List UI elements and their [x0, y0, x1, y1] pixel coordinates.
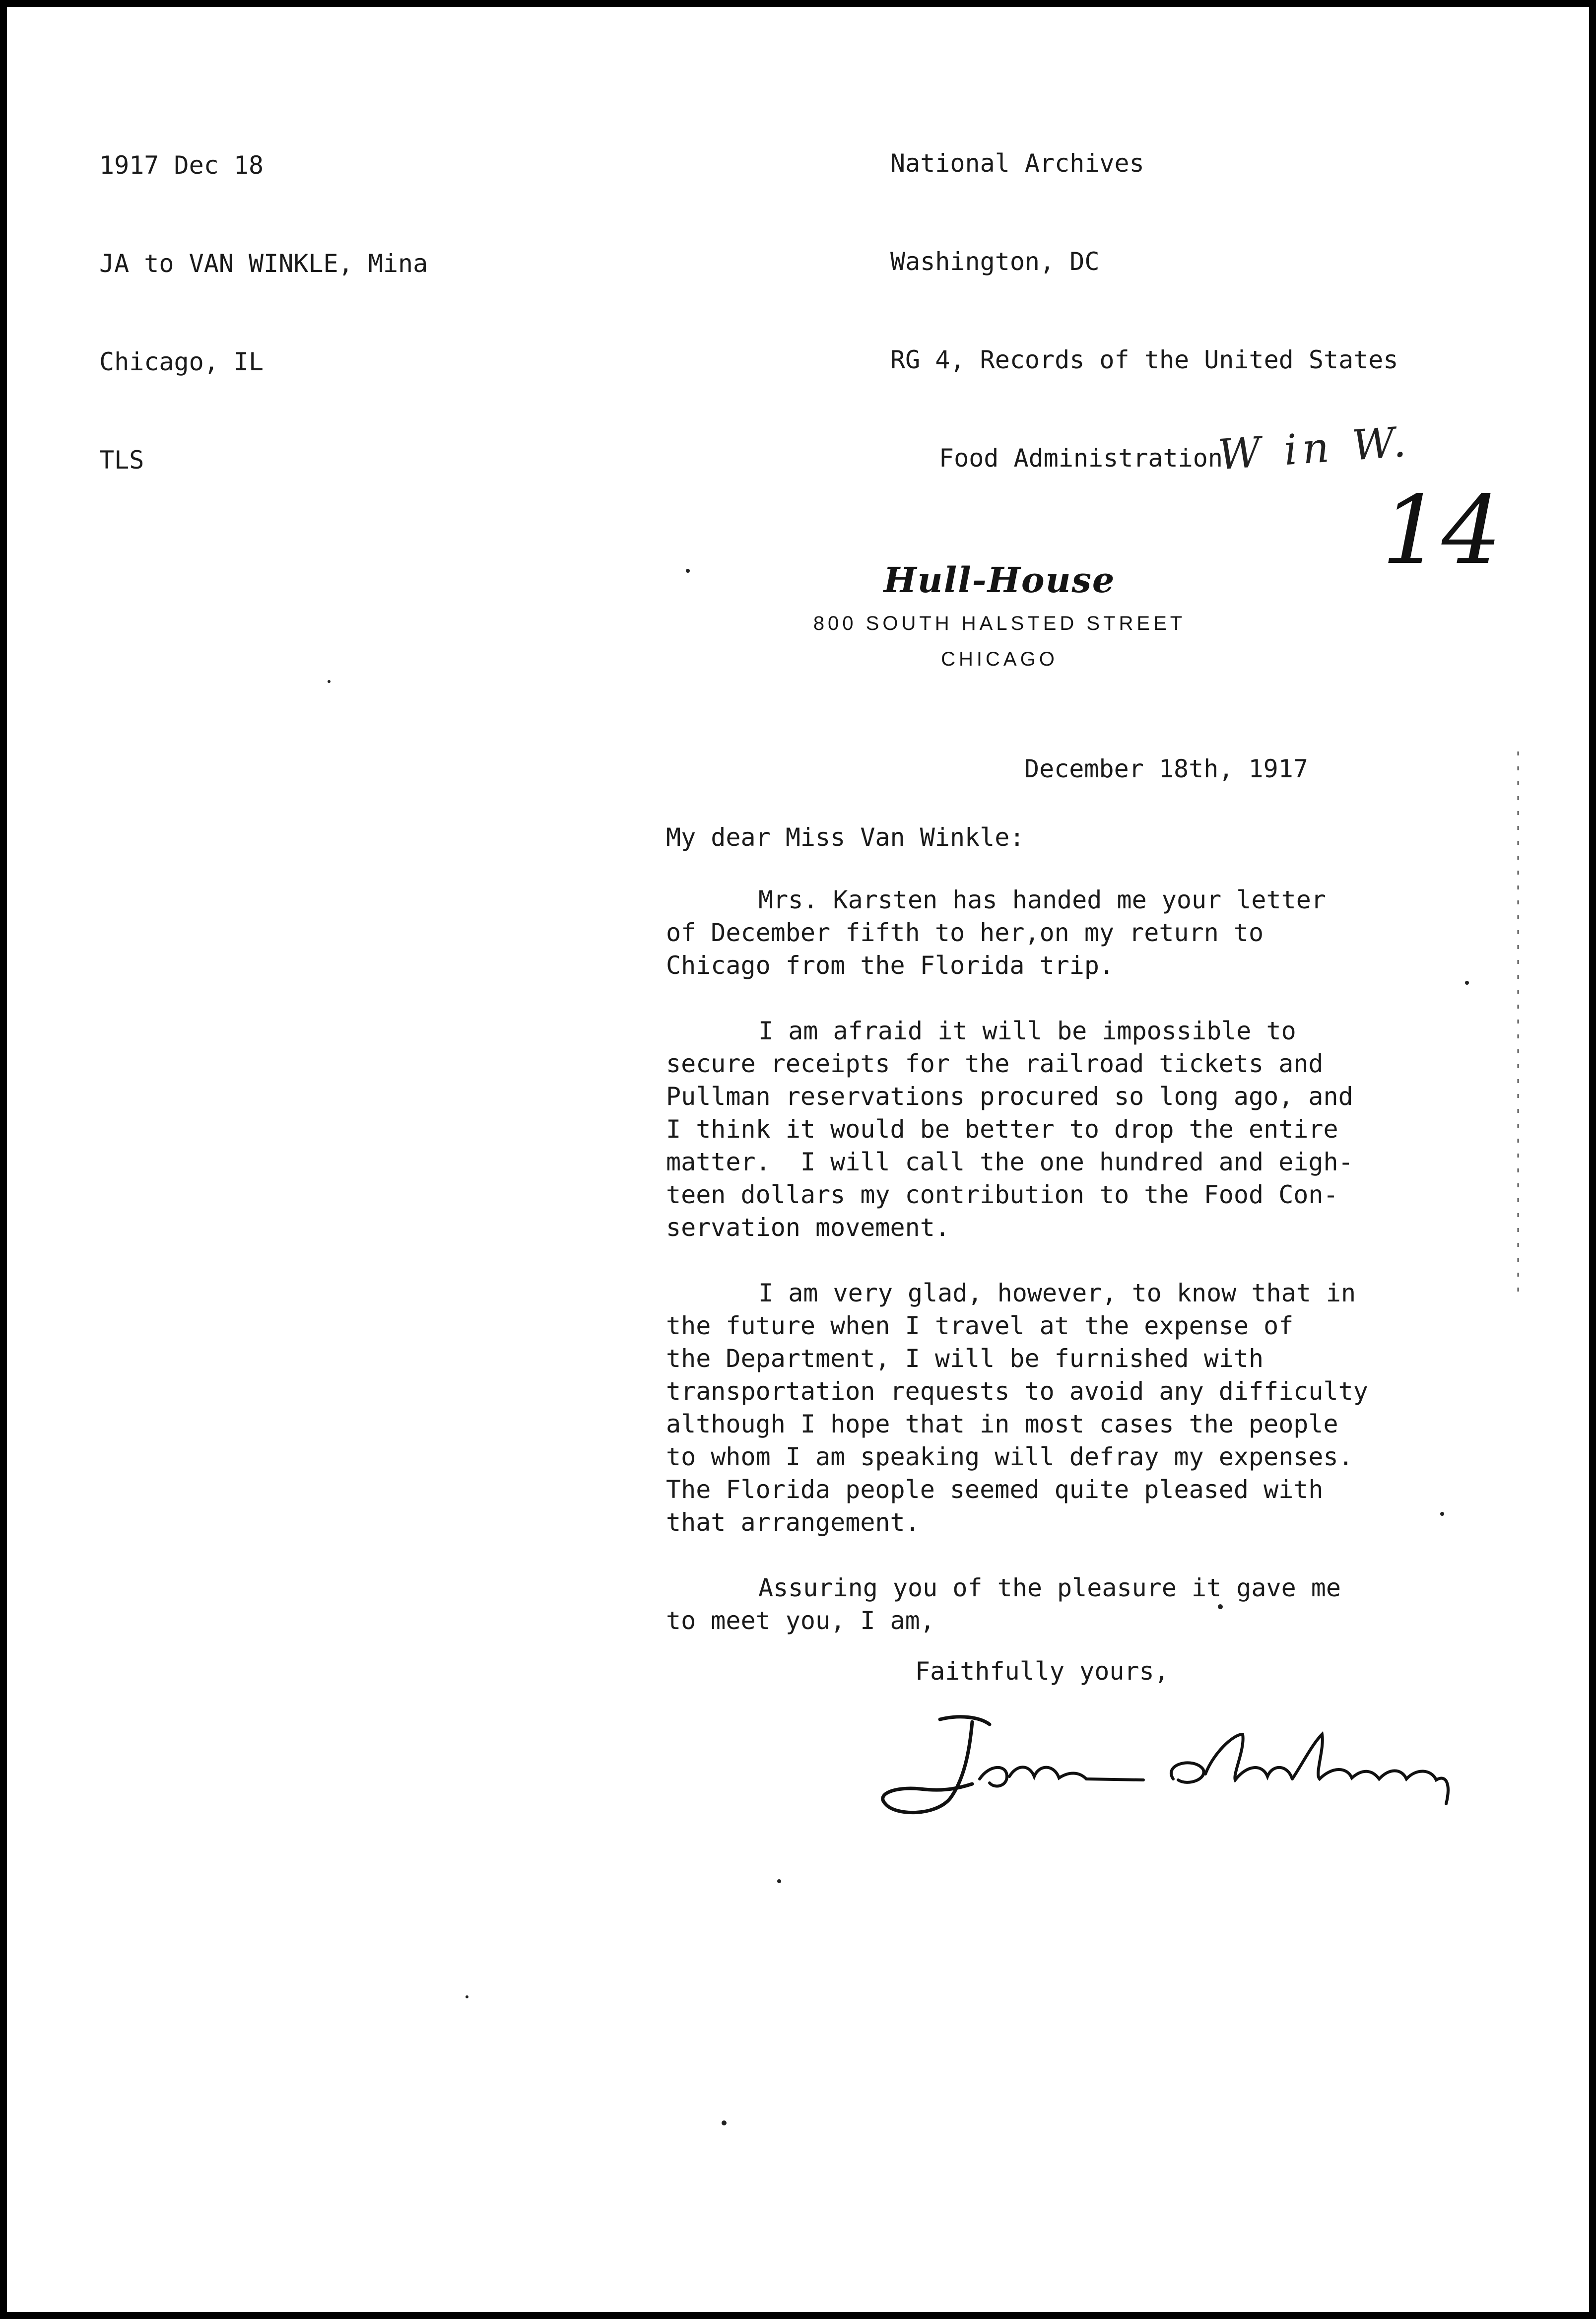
paragraph-3: [666, 1277, 1450, 1539]
body-line: transportation requests to avoid any difficulty: [666, 1377, 1368, 1406]
citation-record-group: RG 4, Records of the United States: [890, 345, 1398, 374]
body-line: Assuring you of the pleasure it gave me: [758, 1573, 1341, 1602]
letter-salutation: My dear Miss Van Winkle:: [666, 823, 1025, 852]
letterhead: [702, 558, 1297, 677]
scan-speck: [1465, 981, 1469, 985]
body-line: the Department, I will be furnished with: [666, 1344, 1264, 1373]
scan-speck: [686, 569, 690, 573]
handwritten-note: W in W.: [1216, 417, 1413, 479]
scan-speck: [1440, 1512, 1444, 1516]
letterhead-city: CHICAGO: [941, 648, 1058, 670]
body-line: Chicago from the Florida trip.: [666, 951, 1115, 980]
letterhead-name: Hull-House: [883, 559, 1116, 601]
citation-doc-type: TLS: [99, 446, 144, 475]
citation-record-group-cont: Food Administration: [939, 444, 1223, 473]
letterhead-address: 800 SOUTH HALSTED STREET: [813, 613, 1186, 634]
citation-correspondents: JA to VAN WINKLE, Mina: [99, 249, 428, 278]
body-line: the future when I travel at the expense of: [666, 1311, 1294, 1340]
citation-date: 1917 Dec 18: [99, 151, 264, 180]
scan-speck: [328, 680, 331, 683]
archive-citation-left: [99, 83, 428, 542]
paragraph-2: [666, 1015, 1450, 1244]
body-line: Pullman reservations procured so long ago, and: [666, 1082, 1353, 1111]
scan-speck: [466, 1995, 468, 1998]
body-line: Mrs. Karsten has handed me your letter: [758, 886, 1326, 914]
scan-speck: [722, 2120, 727, 2125]
paragraph-4: [666, 1571, 1450, 1637]
body-line: I think it would be better to drop the entire: [666, 1115, 1338, 1144]
letter-date: December 18th, 1917: [1024, 754, 1308, 783]
body-line: matter. I will call the one hundred and eigh-: [666, 1148, 1353, 1176]
body-line: that arrangement.: [666, 1508, 920, 1537]
body-line: I am very glad, however, to know that in: [758, 1279, 1356, 1307]
scan-speck: [777, 1879, 781, 1883]
body-line: although I hope that in most cases the people: [666, 1410, 1338, 1438]
citation-repository: National Archives: [890, 149, 1144, 178]
citation-city: Washington, DC: [890, 247, 1100, 276]
signature-image: [865, 1705, 1481, 1819]
body-line: to meet you, I am,: [666, 1606, 935, 1635]
scan-edge-marks: [1517, 751, 1520, 1297]
letter-body: [666, 884, 1450, 1670]
body-line: of December fifth to her,on my return to: [666, 918, 1264, 947]
body-line: servation movement.: [666, 1213, 950, 1242]
body-line: The Florida people seemed quite pleased with: [666, 1475, 1324, 1504]
document-page: [7, 7, 1589, 2312]
handwritten-page-number: 14: [1382, 476, 1502, 585]
body-line: I am afraid it will be impossible to: [758, 1017, 1296, 1045]
scan-speck: [1218, 1604, 1223, 1609]
body-line: secure receipts for the railroad tickets and: [666, 1049, 1324, 1078]
paragraph-1: [666, 884, 1450, 982]
body-line: to whom I am speaking will defray my expenses.: [666, 1442, 1353, 1471]
body-line: teen dollars my contribution to the Food Con-: [666, 1180, 1338, 1209]
letter-closing: Faithfully yours,: [915, 1657, 1169, 1686]
citation-place: Chicago, IL: [99, 347, 264, 376]
